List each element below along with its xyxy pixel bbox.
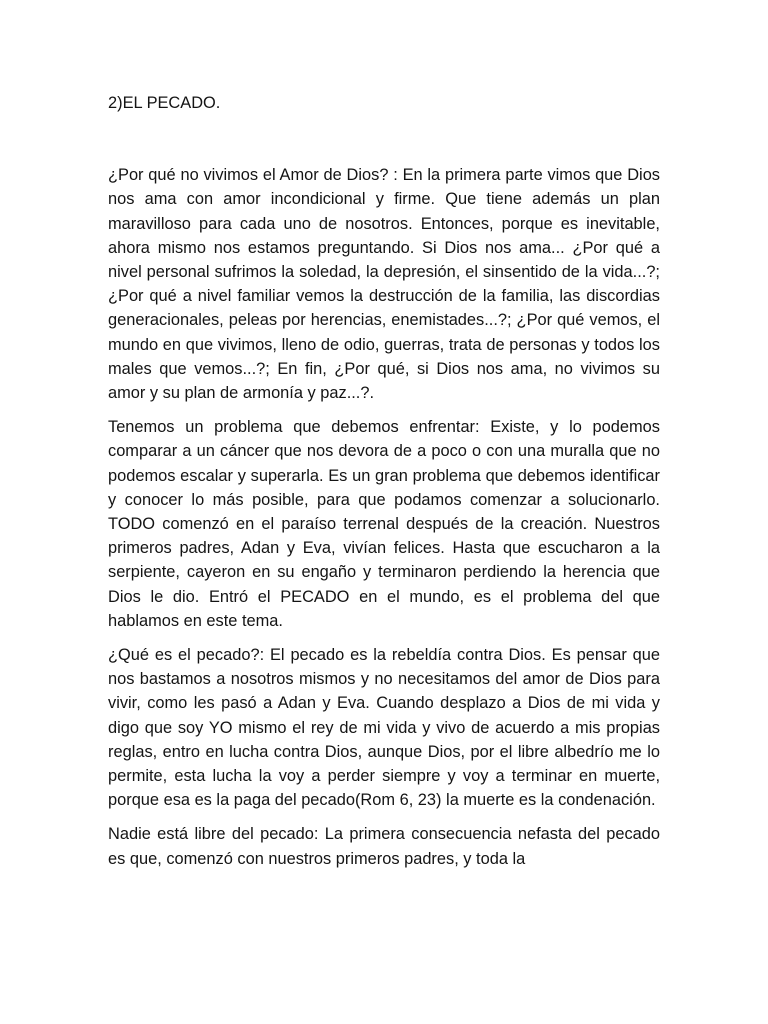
paragraph-problem-to-face: Tenemos un problema que debemos enfrentar: Existe, y lo podemos comparar a un cáncer que nos devora de a poco o con una muralla que no podemos escalar y superarla. Es un gran problema que debemos identificar y conocer lo más posible, para que podamos comenzar a solucionarlo. TODO comenzó en el paraíso terrenal después de la creación. Nuestros primeros padres, Adan y Eva, vivían felices. Hasta que escucharon a la serpiente, cayeron en su engaño y terminaron perdiendo la herencia que Dios le dio. Entró el PECADO en el mundo, es el problema del que hablamos en este tema. <box>108 418 660 630</box>
document-title: 2)EL PECADO. <box>108 94 221 112</box>
paragraph-nobody-free-of-sin: Nadie está libre del pecado: La primera consecuencia nefasta del pecado es que, comenzó con nuestros primeros padres, y toda la <box>108 825 660 868</box>
paragraph-what-is-sin: ¿Qué es el pecado?: El pecado es la rebeldía contra Dios. Es pensar que nos bastamos a nosotros mismos y no necesitamos del amor de Dios para vivir, como les pasó a Adan y Eva. Cuando desplazo a Dios de mi vida y digo que soy YO mismo el rey de mi vida y vivo de acuerdo a mis propias reglas, entro en lucha contra Dios, aunque Dios, por el libre albedrío me lo permite, esta lucha la voy a perder siempre y voy a terminar en muerte, porque esa es la paga del pecado(Rom 6, 23) la muerte es la condenación. <box>108 646 660 810</box>
document-body <box>108 91 660 871</box>
paragraph-why-not-live-love: ¿Por qué no vivimos el Amor de Dios? : En la primera parte vimos que Dios nos ama con amor incondicional y firme. Que tiene además un plan maravilloso para cada uno de nosotros. Entonces, porque es inevitable, ahora mismo nos estamos preguntando. Si Dios nos ama... ¿Por qué a nivel personal sufrimos la soledad, la depresión, el sinsentido de la vida...?; ¿Por qué a nivel familiar vemos la destrucción de la familia, las discordias generacionales, peleas por herencias, enemistades...?; ¿Por qué vemos, el mundo en que vivimos, lleno de odio, guerras, trata de personas y todos los males que vemos...?; En fin, ¿Por qué, si Dios nos ama, no vivimos su amor y su plan de armonía y paz...?. <box>108 166 660 403</box>
